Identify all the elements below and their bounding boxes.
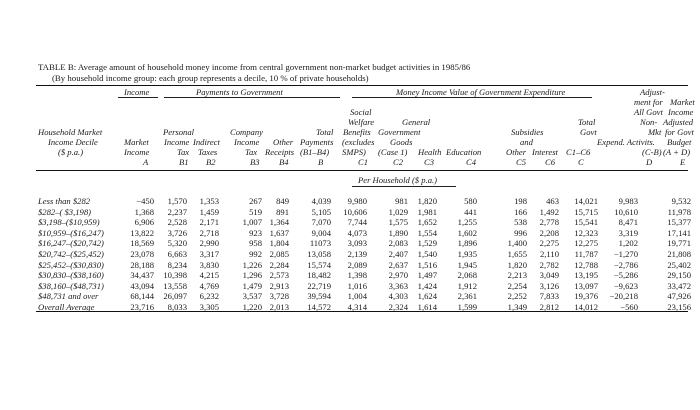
- top-rule: [36, 85, 688, 86]
- table-cell: 13,195: [574, 270, 598, 281]
- table-cell: −1,270: [613, 249, 638, 259]
- table-cell: 1,529: [417, 238, 437, 249]
- table-cell: 2,237: [167, 206, 187, 217]
- table-cell: 68,144: [130, 291, 154, 302]
- row-label: $3,198–($10,959): [38, 217, 100, 228]
- table-cell: 8,471: [618, 217, 638, 228]
- table-cell: 1,368: [134, 206, 154, 217]
- table-row: [0, 196, 700, 207]
- table-cell: 1,479: [242, 280, 262, 291]
- table-cell: 3,317: [199, 249, 219, 259]
- per-household-underline: [352, 186, 456, 187]
- table-cell: 3,305: [199, 302, 219, 312]
- row-label: $30,830–($38,160): [38, 270, 104, 281]
- table-cell: −9,623: [613, 280, 638, 291]
- table-cell: 1,255: [457, 217, 477, 228]
- table-cell: 1,497: [417, 270, 437, 281]
- table-cell: 2,284: [269, 259, 289, 270]
- table-cell: 1,029: [388, 206, 408, 217]
- group-money-value-underline: [352, 97, 592, 98]
- table-cell: 29,150: [667, 270, 691, 281]
- table-cell: 2,171: [199, 217, 219, 228]
- table-cell: 2,083: [388, 238, 408, 249]
- table-cell: 3,126: [539, 280, 559, 291]
- table-cell: 3,093: [347, 238, 367, 249]
- table-cell: 12,275: [574, 238, 598, 249]
- table-cell: 28,188: [130, 259, 154, 270]
- table-cell: −2,786: [613, 259, 638, 270]
- table-cell: 3,537: [242, 291, 262, 302]
- table-cell: 1,540: [417, 249, 437, 259]
- table-cell: 1,890: [388, 227, 408, 238]
- table-cell: 21,808: [667, 249, 691, 259]
- group-income-underline: [118, 97, 158, 98]
- table-cell: 2,778: [539, 217, 559, 228]
- table-cell: 1,353: [199, 196, 219, 206]
- table-cell: 1,614: [417, 302, 437, 312]
- per-household-label: Per Household ($ p.a.): [358, 175, 438, 185]
- table-cell: 25,402: [667, 259, 691, 270]
- table-cell: 8,033: [167, 302, 187, 312]
- table-cell: 9,983: [618, 196, 638, 206]
- table-cell: 1,945: [457, 259, 477, 270]
- table-cell: 19,376: [574, 291, 598, 302]
- table-cell: 13,558: [163, 280, 187, 291]
- table-cell: 7,833: [539, 291, 559, 302]
- table-cell: 1,981: [417, 206, 437, 217]
- table-caption: TABLE B: Average amount of household money income from central government non-market budget activities in 1985/86: [38, 62, 471, 72]
- table-cell: 7,744: [347, 217, 367, 228]
- table-row: [0, 217, 700, 228]
- table-cell: 1,459: [199, 206, 219, 217]
- table-cell: 10,610: [614, 206, 638, 217]
- table-cell: 198: [514, 196, 527, 206]
- table-cell: 43,094: [130, 280, 154, 291]
- table-cell: 11073: [309, 238, 331, 249]
- table-cell: 5,105: [311, 206, 331, 217]
- table-cell: 4,769: [199, 280, 219, 291]
- table-row: [0, 207, 700, 218]
- table-cell: 15,541: [574, 217, 598, 228]
- table-cell: 849: [276, 196, 289, 206]
- table-cell: 1,220: [242, 302, 262, 312]
- row-label: $282–( $3,198): [38, 206, 91, 217]
- table-cell: 2,990: [199, 238, 219, 249]
- table-cell: 2,208: [539, 227, 559, 238]
- table-cell: 1,516: [417, 259, 437, 270]
- table-cell: 2,068: [457, 270, 477, 281]
- row-label: $25,452–($30,830): [38, 259, 104, 270]
- table-cell: −450: [136, 196, 154, 206]
- table-cell: 3,830: [199, 259, 219, 270]
- table-cell: −560: [620, 302, 638, 312]
- table-cell: 1,004: [347, 291, 367, 302]
- table-cell: 1,896: [457, 238, 477, 249]
- table-cell: 15,377: [667, 217, 691, 228]
- table-cell: 2,637: [388, 259, 408, 270]
- bottom-rule: [36, 311, 688, 312]
- table-cell: 2,782: [539, 259, 559, 270]
- table-cell: 2,573: [269, 270, 289, 281]
- table-cell: 1,364: [269, 217, 289, 228]
- table-cell: 463: [546, 196, 559, 206]
- table-cell: 2,252: [507, 291, 527, 302]
- table-row: [0, 291, 700, 302]
- table-cell: 11,787: [574, 249, 598, 259]
- table-cell: 1,296: [242, 270, 262, 281]
- table-cell: 4,303: [388, 291, 408, 302]
- table-cell: 19,771: [667, 238, 691, 249]
- table-cell: 2,139: [347, 249, 367, 259]
- table-cell: 2,213: [507, 270, 527, 281]
- table-page: TABLE B: Average amount of household money income from central government non-market budget activities in 1985/86 (By household income group: each group represents a decile, 10 % of private households) Income Payments to Government Money Income Value of Government Expenditure Adjust- ment for All Govt Non- Mkt Expend. Activits. (C-B) D Market Income Adjusted for Govt Budget (A + D) E Household Market Income Decile ($ p.a.) Market Income A Personal Income Tax B1 Indirect Taxes B2 Company Income Tax B3 Other Receipts B4 Total Payments (B1–B4) B Social Welfare Benefits (excludes SMPS) C1 General Government Goods (Case 1) C2 Health C3 Education C4 Subsidies and Other C5 Interest C6 Total Govt C1–C6 C Per Household ($ p.a.) Less than $282 −450 1,570 1,353 267 849 4,039 9,980 981 1,820 580 198 463 14,021 9,983 9,532 $282–( $3,198) 1,368 2,237 1,459 519 891 5,105 10,606 1,029 1,981 441 166 1,492 15,715 10,610 11,978 $3,198–($10,959) 6,906 2,528 2,171 1,007 1,364 7,070 7,744 1,575 1,652 1,255 538 2,778 15,541 8,471 15,377 $10,959–($16,247) 13,822 3,726 2,718 923 1,637 9,004 4,073 1,890 1,554 1,602 996 2,208 12,323 3,319 17,141 $16,247–($20,742) 18,569 5,320 2,990 958 1,804 11073 3,093 2,083 1,529 1,896 1,400 2,275 12,275 1,202 19,771 $20,742–($25,452) 23,078 6,663 3,317 992 2,085 13,058 2,139 2,407 1,540 1,935 1,655 2,110 11,787 −1,270 21,808 $25,452–($30,830) 28,188 8,234 3,830 1,226 2,284 15,574 2,089 2,637 1,516 1,945 1,820 2,782 12,788 −2,786 25,402 $30,830–($38,160) 34,437 10,398 4,215 1,296 2,573 18,482 1,398 2,970 1,497 2,068 2,213 3,049 13,195 −5,286 29,150 $38,160–($48,731) 43,094 13,558 4,769 1,479 2,913 22,719 1,016 3,363 1,424 1,912 2,254 3,126 13,097 −9,623 33,472 $48,731 and over 68,144 26,097 6,232 3,537 3,728 39,594 1,004 4,303 1,624 2,361 2,252 7,833 19,376 −20,218 47,926 Overall Average 23,716 8,033 3,305 1,220 2,013 14,572 4,314 2,324 1,614 1,599 1,349 2,812 14,012 −560 23,156: [0, 0, 700, 410]
- table-cell: 1,492: [539, 206, 559, 217]
- table-cell: 1,655: [507, 249, 527, 259]
- table-cell: 441: [464, 206, 477, 217]
- table-cell: 1,349: [507, 302, 527, 312]
- table-cell: 891: [276, 206, 289, 217]
- table-cell: 23,078: [130, 249, 154, 259]
- table-cell: 18,569: [130, 238, 154, 249]
- table-cell: 1,554: [417, 227, 437, 238]
- table-cell: 996: [514, 227, 527, 238]
- table-cell: 2,528: [167, 217, 187, 228]
- table-cell: 13,822: [130, 227, 154, 238]
- table-cell: 15,574: [307, 259, 331, 270]
- table-cell: 519: [249, 206, 262, 217]
- table-cell: 13,097: [574, 280, 598, 291]
- table-cell: 12,323: [574, 227, 598, 238]
- table-cell: 958: [249, 238, 262, 249]
- table-cell: 17,141: [667, 227, 691, 238]
- table-cell: 3,363: [388, 280, 408, 291]
- table-cell: 14,572: [307, 302, 331, 312]
- table-cell: 1,424: [417, 280, 437, 291]
- table-cell: 1,804: [269, 238, 289, 249]
- table-cell: 923: [249, 227, 262, 238]
- table-cell: 1,007: [242, 217, 262, 228]
- table-row: [0, 270, 700, 281]
- table-cell: 2,407: [388, 249, 408, 259]
- table-cell: 1,912: [457, 280, 477, 291]
- table-cell: 1,624: [417, 291, 437, 302]
- table-row: [0, 281, 700, 292]
- table-row: [0, 228, 700, 239]
- table-cell: 22,719: [307, 280, 331, 291]
- row-label: $20,742–($25,452): [38, 249, 104, 259]
- group-income: Income: [124, 87, 150, 97]
- table-cell: 2,970: [388, 270, 408, 281]
- table-cell: 14,012: [574, 302, 598, 312]
- table-cell: 2,254: [507, 280, 527, 291]
- table-cell: 166: [514, 206, 527, 217]
- table-cell: 23,716: [130, 302, 154, 312]
- table-cell: 2,812: [539, 302, 559, 312]
- table-cell: 14,021: [574, 196, 598, 206]
- table-cell: 4,314: [347, 302, 367, 312]
- table-cell: 2,718: [199, 227, 219, 238]
- table-cell: 9,004: [311, 227, 331, 238]
- table-row: [0, 260, 700, 271]
- table-cell: 1,016: [347, 280, 367, 291]
- table-cell: 26,097: [163, 291, 187, 302]
- table-cell: 267: [249, 196, 262, 206]
- table-cell: 2,085: [269, 249, 289, 259]
- table-cell: 3,728: [269, 291, 289, 302]
- table-cell: 47,926: [667, 291, 691, 302]
- table-cell: 13,058: [307, 249, 331, 259]
- row-label: $38,160–($48,731): [38, 280, 104, 291]
- row-label: $48,731 and over: [38, 291, 99, 302]
- table-cell: 18,482: [307, 270, 331, 281]
- table-cell: 1,202: [618, 238, 638, 249]
- table-cell: 8,234: [167, 259, 187, 270]
- table-cell: 992: [249, 249, 262, 259]
- table-cell: 3,049: [539, 270, 559, 281]
- table-row: [0, 249, 700, 260]
- table-cell: 981: [395, 196, 408, 206]
- table-cell: −5,286: [613, 270, 638, 281]
- table-cell: 12,788: [574, 259, 598, 270]
- table-cell: 11,978: [667, 206, 691, 217]
- table-cell: 1,652: [417, 217, 437, 228]
- table-cell: 6,232: [199, 291, 219, 302]
- table-cell: −20,218: [609, 291, 638, 302]
- table-cell: 580: [464, 196, 477, 206]
- row-label: Overall Average: [38, 302, 95, 312]
- table-cell: 33,472: [667, 280, 691, 291]
- table-cell: 3,726: [167, 227, 187, 238]
- table-cell: 5,320: [167, 238, 187, 249]
- table-cell: 4,073: [347, 227, 367, 238]
- table-cell: 1,935: [457, 249, 477, 259]
- table-cell: 1,637: [269, 227, 289, 238]
- row-label: $10,959–($16,247): [38, 227, 104, 238]
- table-cell: 9,980: [347, 196, 367, 206]
- table-cell: 2,089: [347, 259, 367, 270]
- group-payments-underline: [164, 97, 340, 98]
- table-cell: 9,532: [671, 196, 691, 206]
- table-cell: 23,156: [667, 302, 691, 312]
- header-rule: [36, 170, 688, 171]
- table-cell: 6,663: [167, 249, 187, 259]
- table-cell: 2,275: [539, 238, 559, 249]
- table-cell: 4,039: [311, 196, 331, 206]
- table-cell: 6,906: [134, 217, 154, 228]
- table-cell: 1,820: [417, 196, 437, 206]
- table-cell: 7,070: [311, 217, 331, 228]
- table-cell: 1,570: [167, 196, 187, 206]
- table-cell: 34,437: [130, 270, 154, 281]
- table-cell: 538: [514, 217, 527, 228]
- table-cell: 3,319: [618, 227, 638, 238]
- table-cell: 2,013: [269, 302, 289, 312]
- table-cell: 1,400: [507, 238, 527, 249]
- row-label: $16,247–($20,742): [38, 238, 104, 249]
- table-cell: 1,575: [388, 217, 408, 228]
- table-cell: 2,110: [539, 249, 559, 259]
- row-label: Less than $282: [38, 196, 91, 206]
- table-cell: 2,361: [457, 291, 477, 302]
- table-cell: 1,820: [507, 259, 527, 270]
- table-cell: 10,606: [343, 206, 367, 217]
- group-payments: Payments to Government: [196, 87, 283, 97]
- table-row: [0, 238, 700, 249]
- table-cell: 1,602: [457, 227, 477, 238]
- group-money-value: Money Income Value of Government Expenditure: [396, 87, 566, 97]
- table-cell: 10,398: [163, 270, 187, 281]
- table-cell: 15,715: [574, 206, 598, 217]
- table-cell: 1,599: [457, 302, 477, 312]
- table-cell: 2,324: [388, 302, 408, 312]
- table-cell: 1,226: [242, 259, 262, 270]
- table-cell: 1,398: [347, 270, 367, 281]
- table-cell: 2,913: [269, 280, 289, 291]
- table-cell: 4,215: [199, 270, 219, 281]
- table-cell: 39,594: [307, 291, 331, 302]
- table-subcaption: (By household income group: each group represents a decile, 10 % of private households): [52, 73, 369, 83]
